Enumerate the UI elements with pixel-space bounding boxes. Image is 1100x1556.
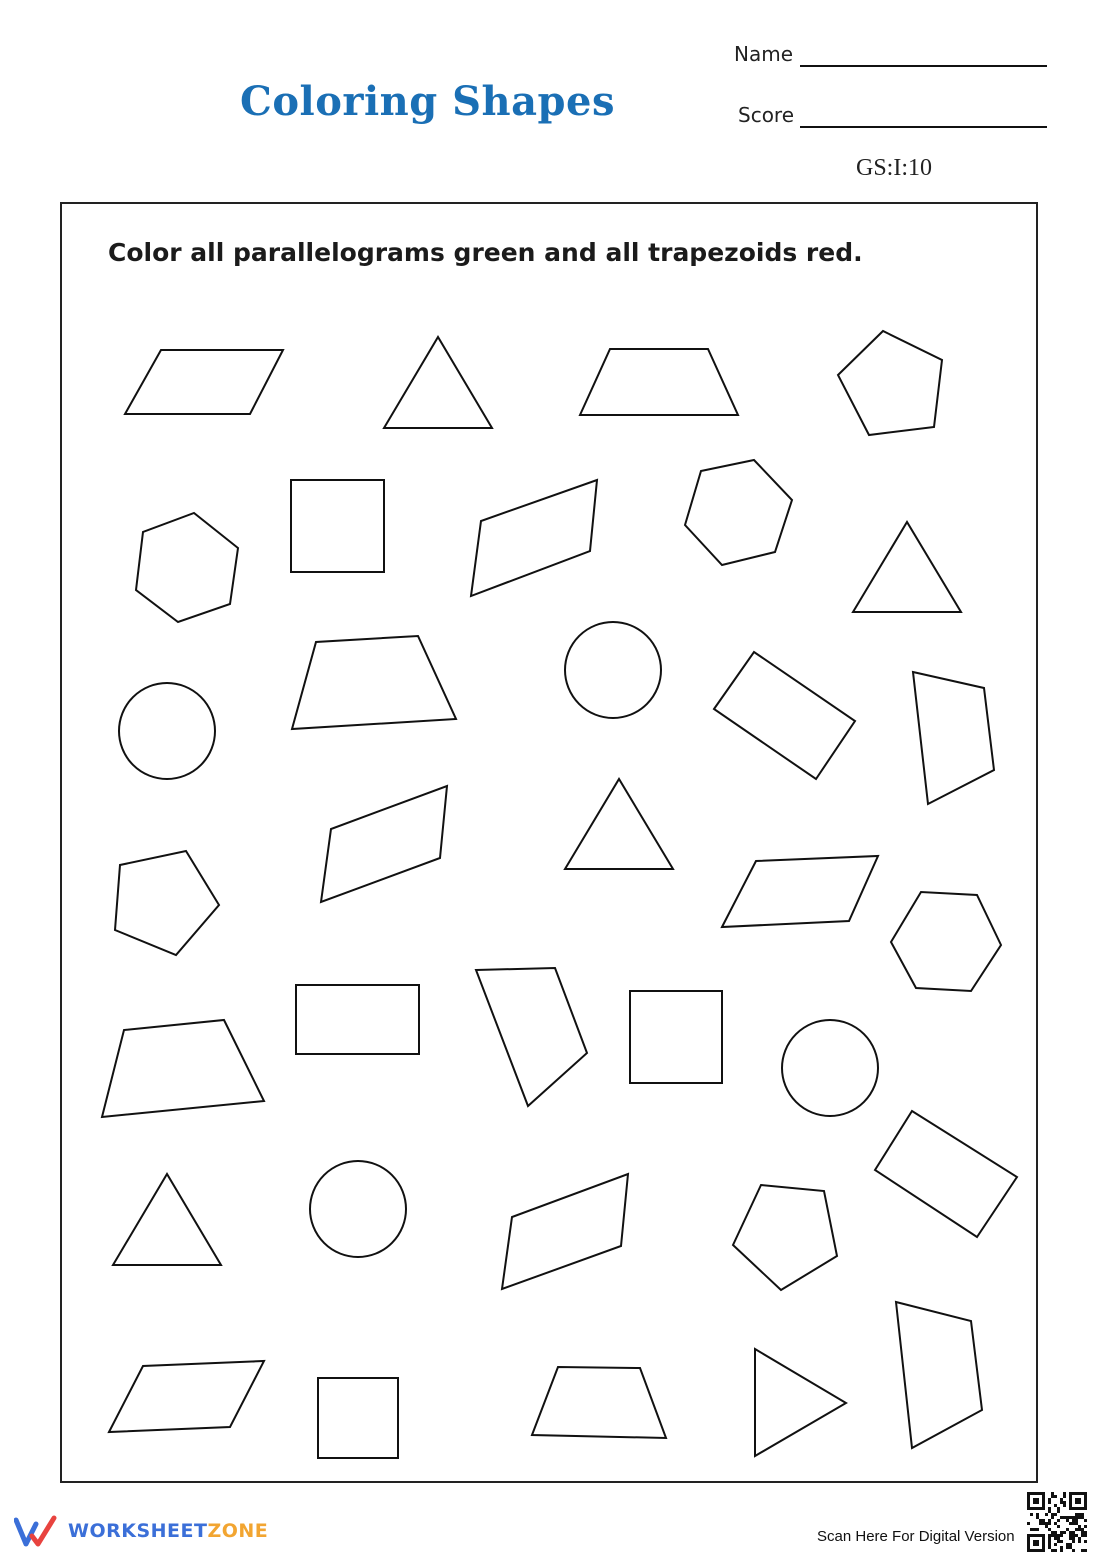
shape-hexagon[interactable] [136, 513, 238, 622]
shape-parallelogram[interactable] [125, 350, 283, 414]
score-label: Score [738, 103, 795, 127]
shape-square[interactable] [291, 480, 384, 572]
name-label: Name [734, 42, 794, 66]
shape-trapezoid[interactable] [476, 968, 587, 1106]
shape-circle[interactable] [565, 622, 661, 718]
shape-trapezoid[interactable] [896, 1302, 982, 1448]
shape-trapezoid[interactable] [580, 349, 738, 415]
worksheetzone-logo-icon [14, 1514, 60, 1550]
shape-triangle[interactable] [113, 1174, 221, 1265]
shape-triangle[interactable] [384, 337, 492, 428]
shape-circle[interactable] [782, 1020, 878, 1116]
page-title: Coloring Shapes [240, 78, 615, 125]
shape-square[interactable] [318, 1378, 398, 1458]
shape-rectangle[interactable] [875, 1111, 1017, 1237]
scan-text: Scan Here For Digital Version [817, 1528, 1015, 1545]
shape-pentagon[interactable] [115, 851, 219, 955]
shape-triangle[interactable] [755, 1349, 846, 1456]
shape-triangle[interactable] [853, 522, 961, 612]
shape-hexagon[interactable] [685, 460, 792, 565]
brand-name-part1: WORKSHEET [68, 1520, 208, 1542]
shape-trapezoid[interactable] [532, 1367, 666, 1438]
shape-circle[interactable] [310, 1161, 406, 1257]
qr-code-icon[interactable] [1027, 1492, 1087, 1552]
shape-trapezoid[interactable] [102, 1020, 264, 1117]
shape-trapezoid[interactable] [292, 636, 456, 729]
worksheet-code: GS:I:10 [856, 155, 933, 181]
shape-square[interactable] [630, 991, 722, 1083]
shape-pentagon[interactable] [838, 331, 942, 435]
shape-trapezoid[interactable] [913, 672, 994, 804]
shape-hexagon[interactable] [891, 892, 1001, 991]
shape-pentagon[interactable] [733, 1185, 837, 1290]
instruction-text: Color all parallelograms green and all trapezoids red. [108, 238, 863, 267]
shape-parallelogram[interactable] [321, 786, 447, 902]
shape-rectangle[interactable] [296, 985, 419, 1054]
brand-name [68, 1520, 268, 1542]
shape-parallelogram[interactable] [722, 856, 878, 927]
shape-rectangle[interactable] [714, 652, 855, 779]
shape-parallelogram[interactable] [502, 1174, 628, 1289]
shape-parallelogram[interactable] [471, 480, 597, 596]
shape-triangle[interactable] [565, 779, 673, 869]
brand-name-part2: ZONE [207, 1520, 269, 1542]
shape-circle[interactable] [119, 683, 215, 779]
shape-parallelogram[interactable] [109, 1361, 264, 1432]
